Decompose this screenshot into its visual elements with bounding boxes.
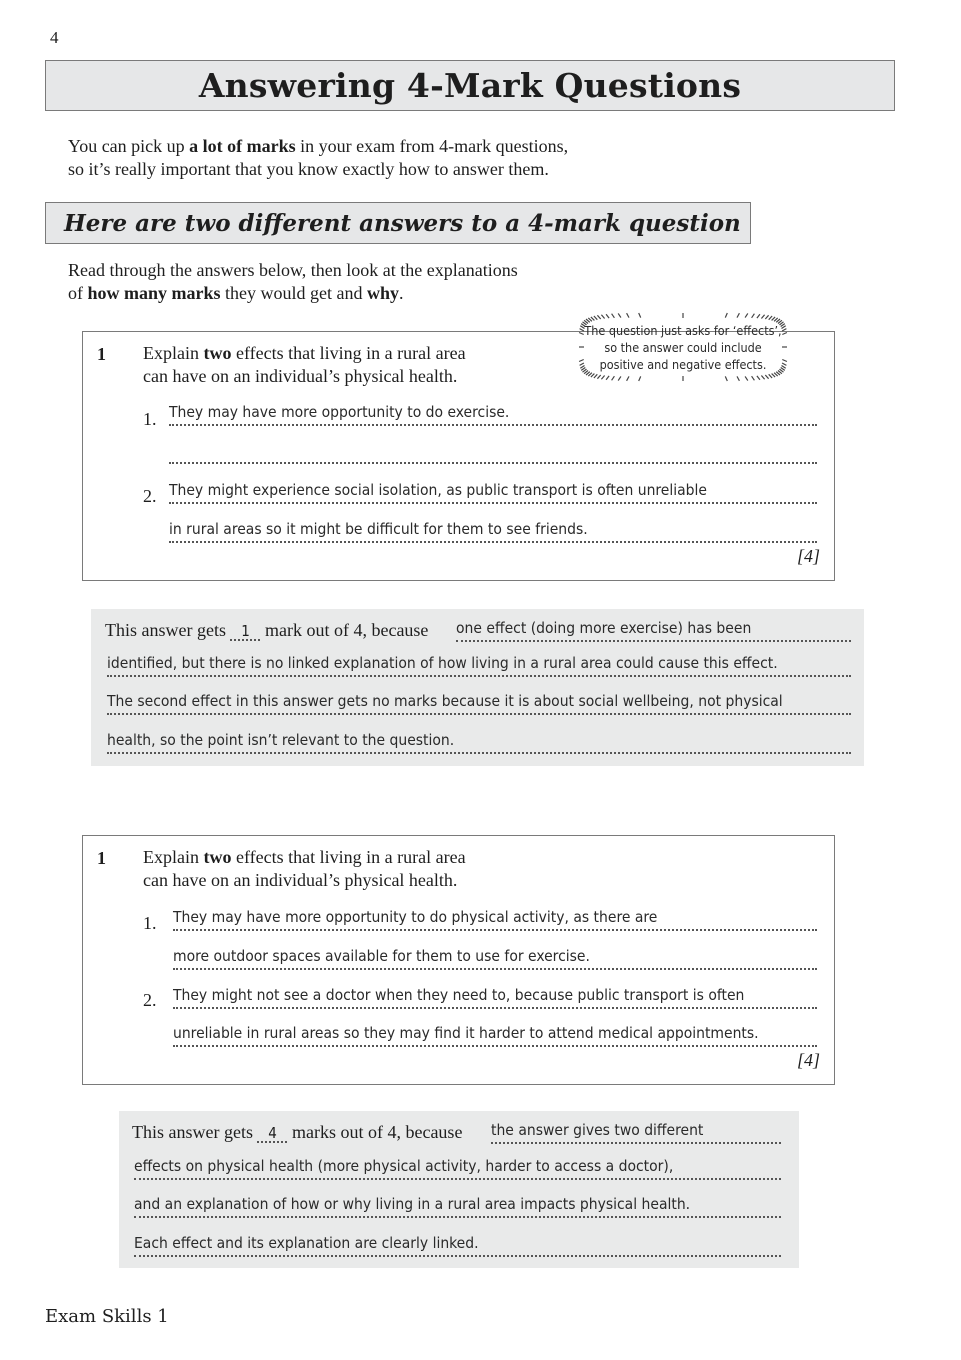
answer-item-number: 2. bbox=[143, 990, 157, 1010]
evaluation-line: the answer gives two different bbox=[491, 1120, 781, 1144]
callout-tick bbox=[745, 376, 748, 380]
section-heading: Here are two different answers to a 4-mark question bbox=[64, 209, 741, 237]
callout-tick bbox=[769, 374, 772, 378]
callout-tick bbox=[757, 376, 760, 380]
question-text bbox=[143, 846, 503, 892]
evaluation-line: effects on physical health (more physical activity, harder to access a doctor), bbox=[134, 1156, 781, 1180]
evaluation-intro bbox=[105, 620, 428, 641]
answer-line: They may have more opportunity to do exercise. bbox=[169, 402, 817, 426]
callout-tick bbox=[752, 314, 755, 318]
evaluation-line: identified, but there is no linked explanation of how living in a rural area could cause this effect. bbox=[107, 653, 851, 677]
callout-tick bbox=[597, 375, 600, 379]
evaluation-text: mark out of 4, because bbox=[264, 620, 429, 640]
callout-tick bbox=[745, 313, 748, 317]
callout-tick bbox=[601, 315, 604, 319]
callout-tick bbox=[618, 313, 621, 317]
callout-line: so the answer could include bbox=[604, 340, 762, 355]
evaluation-line: The second effect in this answer gets no marks because it is about social wellbeing, not physical bbox=[107, 691, 851, 715]
callout-tick bbox=[591, 317, 595, 321]
callout-tick bbox=[612, 314, 615, 318]
callout-tick bbox=[772, 317, 776, 321]
question-number: 1 bbox=[97, 344, 106, 364]
answer-line: unreliable in rural areas so they may find it harder to attend medical appointments. bbox=[173, 1023, 817, 1047]
answer-item-number: 1. bbox=[143, 409, 157, 429]
evaluation-line: Each effect and its explanation are clearly linked. bbox=[134, 1233, 781, 1257]
callout-tick bbox=[618, 376, 621, 380]
callout-tick bbox=[639, 376, 641, 381]
callout-tick bbox=[594, 374, 597, 378]
answer-line: They might experience social isolation, as public transport is often unreliable bbox=[169, 480, 817, 504]
callout-tick bbox=[627, 313, 629, 317]
callout-tick bbox=[725, 376, 727, 381]
question-text-part: can have on an individual’s physical health. bbox=[143, 366, 458, 386]
marks-available: [4] bbox=[796, 546, 820, 566]
evaluation-box-answer-1 bbox=[91, 609, 864, 766]
callout-text bbox=[574, 322, 792, 373]
question-emphasis: two bbox=[203, 847, 232, 867]
evaluation-intro bbox=[132, 1122, 462, 1143]
callout-tick bbox=[612, 376, 615, 380]
evaluation-line: and an explanation of how or why living in a rural area impacts physical health. bbox=[134, 1194, 781, 1218]
question-text-part: effects that living in a rural area bbox=[231, 847, 466, 867]
callout-tick bbox=[761, 315, 764, 319]
question-number: 1 bbox=[97, 848, 106, 868]
callout-tick bbox=[765, 315, 768, 319]
page-number: 4 bbox=[50, 28, 59, 47]
answer-line: more outdoor spaces available for them to use for exercise. bbox=[173, 946, 817, 970]
callout-tick bbox=[591, 374, 595, 378]
question-box-answer-2 bbox=[82, 835, 835, 1085]
callout-tick bbox=[769, 316, 772, 320]
score-blank: 1 bbox=[230, 623, 260, 641]
question-text-part: Explain bbox=[143, 847, 204, 867]
instructions-text: of bbox=[68, 283, 88, 303]
question-text-part: Explain bbox=[143, 343, 204, 363]
answer-line: They may have more opportunity to do physical activity, as there are bbox=[173, 907, 817, 931]
page-title-banner bbox=[45, 60, 895, 111]
intro-text: in your exam from 4-mark questions, bbox=[295, 136, 569, 156]
answer-item-number: 1. bbox=[143, 913, 157, 933]
intro-text: so it’s really important that you know exactly how to answer them. bbox=[68, 159, 549, 179]
callout-tick bbox=[639, 313, 641, 318]
evaluation-text: This answer gets bbox=[132, 1122, 253, 1142]
marks-available: [4] bbox=[796, 1050, 820, 1070]
callout-tick bbox=[772, 374, 776, 378]
callout-tick bbox=[737, 376, 739, 380]
callout-line: The question just asks for ‘effects’, bbox=[584, 323, 782, 338]
section-heading-banner bbox=[45, 202, 751, 244]
instructions-text: . bbox=[399, 283, 404, 303]
page-title: Answering 4-Mark Questions bbox=[198, 66, 742, 105]
evaluation-line: one effect (doing more exercise) has been bbox=[456, 618, 851, 642]
section-footer: Exam Skills 1 bbox=[45, 1306, 169, 1327]
question-text-part: effects that living in a rural area bbox=[231, 343, 466, 363]
evaluation-line: health, so the point isn’t relevant to the question. bbox=[107, 730, 851, 754]
question-text-part: can have on an individual’s physical health. bbox=[143, 870, 458, 890]
answer-line: They might not see a doctor when they need to, because public transport is often bbox=[173, 985, 817, 1009]
instructions-emphasis: how many marks bbox=[87, 283, 221, 303]
answer-item-number: 2. bbox=[143, 486, 157, 506]
instructions-emphasis: why bbox=[367, 283, 400, 303]
callout-tick bbox=[725, 313, 727, 318]
instructions-text: they would get and bbox=[220, 283, 367, 303]
question-text bbox=[143, 342, 503, 388]
callout-tick bbox=[757, 314, 760, 318]
callout-tick bbox=[737, 313, 739, 317]
intro-text: You can pick up bbox=[68, 136, 190, 156]
callout-tick bbox=[606, 314, 609, 318]
question-emphasis: two bbox=[203, 343, 232, 363]
callout-tick bbox=[761, 376, 764, 380]
callout-tick bbox=[606, 376, 609, 380]
callout-tick bbox=[594, 316, 597, 320]
answer-line bbox=[169, 440, 817, 464]
callout-tick bbox=[752, 376, 755, 380]
evaluation-text: This answer gets bbox=[105, 620, 226, 640]
intro-emphasis: a lot of marks bbox=[189, 136, 296, 156]
tip-callout bbox=[574, 308, 792, 386]
callout-tick bbox=[765, 375, 768, 379]
score-blank: 4 bbox=[257, 1125, 287, 1143]
intro-paragraph bbox=[68, 135, 668, 181]
answer-line: in rural areas so it might be difficult for them to see friends. bbox=[169, 519, 817, 543]
callout-tick bbox=[597, 315, 600, 319]
evaluation-box-answer-2 bbox=[119, 1111, 799, 1268]
callout-tick bbox=[601, 376, 604, 380]
instructions-paragraph bbox=[68, 259, 668, 305]
instructions-text: Read through the answers below, then look at the explanations bbox=[68, 260, 518, 280]
callout-line: positive and negative effects. bbox=[599, 357, 767, 372]
evaluation-text: marks out of 4, because bbox=[291, 1122, 463, 1142]
callout-tick bbox=[627, 376, 629, 380]
